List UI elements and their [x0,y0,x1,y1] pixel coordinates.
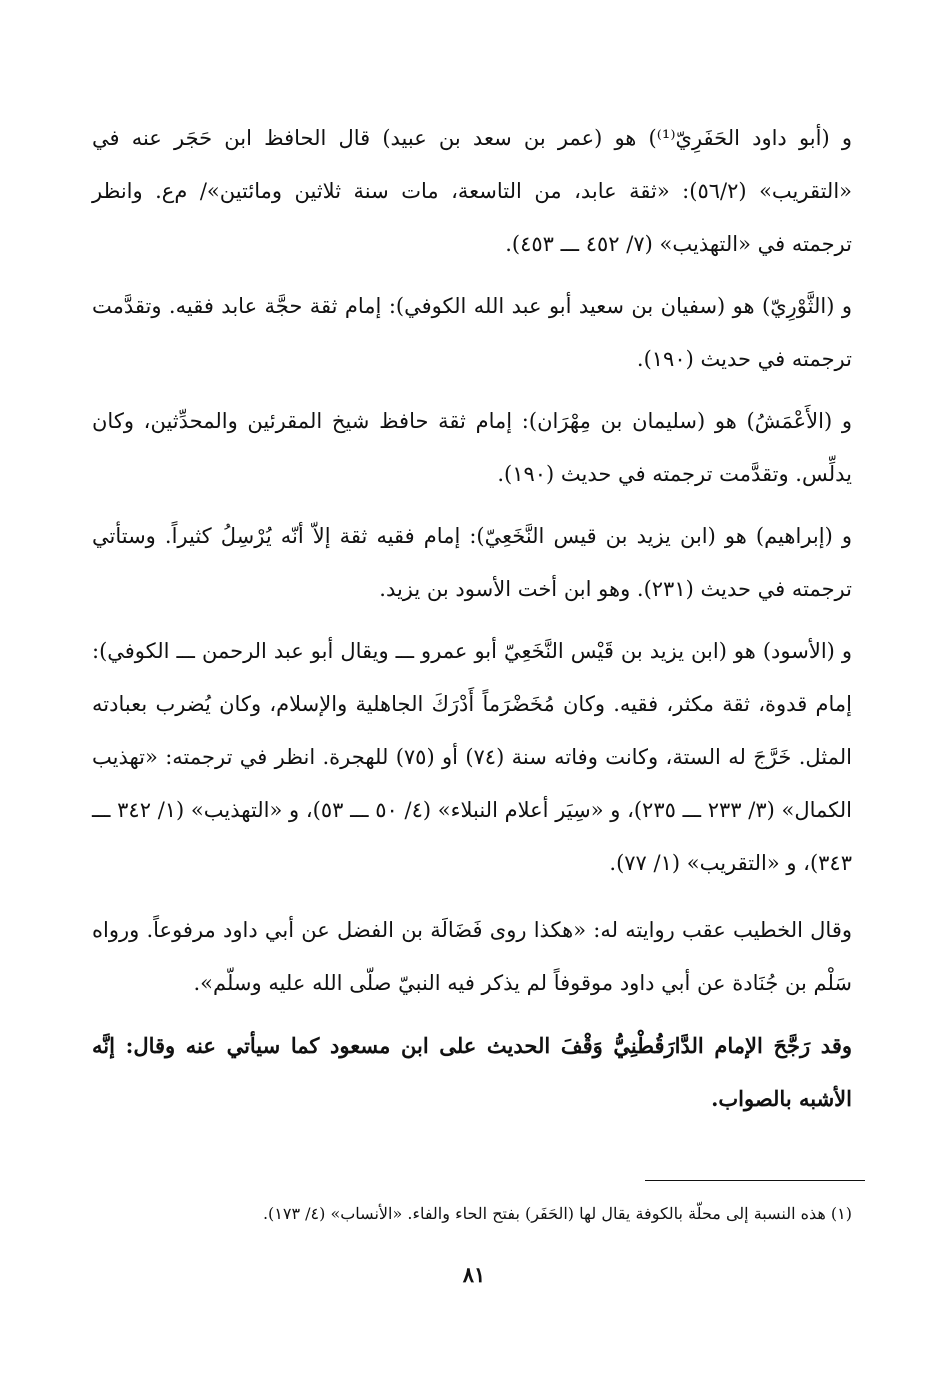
footnote-separator [645,1180,865,1181]
paragraph-gap [92,386,852,395]
paragraph-gap [92,1010,852,1019]
footnote: (١) هذه النسبة إلى محلّة بالكوفة يقال لها (الحَفَر) بفتح الحاء والفاء. «الأنساب» (٤/ ١٧٣). [262,1204,852,1223]
page-body [92,112,852,1125]
paragraph-daraqutni: وقد رَجَّحَ الإمام الدَّارَقُطْنِيُّ وَقْفَ الحديث على ابن مسعود كما سيأتي عنه وقال: إنَّه الأشبه بالصواب. [92,1033,852,1111]
paragraph-gap [92,616,852,625]
paragraph-ibrahim: و (إبراهيم) هو (ابن يزيد بن قيس النَّخَعِيّ): إمام فقيه ثقة إلاّ أنّه يُرْسِلُ كثيراً. وستأتي ترجمته في حديث (٢٣١). وهو ابن أخت الأسود بن يزيد. [92,524,852,601]
page-number: ٨١ [462,1262,486,1287]
paragraph-alaswad: و (الأسود) هو (ابن يزيد بن قَيْس النَّخَعِيّ أبو عمرو ـــ ويقال أبو عبد الرحمن ـــ الكوفي): إمام قدوة، ثقة مكثر، فقيه. وكان مُخَضْرَماً أَدْرَكَ الجاهلية والإسلام، وكان يُضرب بعبادته المثل. خَرَّجَ له الستة، وكانت وفاته سنة (٧٤) أو (٧٥) للهجرة. انظر في ترجمته: «تهذيب الكمال» (٣/ ٢٣٣ ـــ ٢٣٥)، و «سِيَر أعلام النبلاء» (٤/ ٥٠ ـــ ٥٣)، و «التهذيب» (١/ ٣٤٢ ـــ ٣٤٣)، و «التقريب» (١/ ٧٧). [92,639,852,875]
paragraph-gap [92,271,852,280]
paragraph-gap [92,501,852,510]
paragraph-althawri: و (الثَّوْرِيّ) هو (سفيان بن سعيد أبو عبد الله الكوفي): إمام ثقة حجَّة عابد فقيه. وتقدَّمت ترجمته في حديث (١٩٠). [92,294,852,371]
paragraph-gap [92,890,852,904]
paragraph-alamash: و (الأَعْمَشُ) هو (سليمان بن مِهْرَان): إمام ثقة حافظ شيخ المقرئين والمحدِّثين، وكان يدلِّس. وتقدَّمت ترجمته في حديث (١٩٠). [92,409,852,486]
paragraph-alkhatib: وقال الخطيب عقب روايته له: «هكذا روى فَضَالَة بن الفضل عن أبي داود مرفوعاً. ورواه سَلْم بن جُنَادة عن أبي داود موقوفاً لم يذكر فيه النبيّ صلّى الله عليه وسلّم». [92,918,852,995]
paragraph-abu-dawud-alhafari: و (أبو داود الحَفَرِيّ⁽¹⁾) هو (عمر بن سعد بن عبيد) قال الحافظ ابن حَجَر عنه في «التقريب» (٥٦/٢): «ثقة عابد، من التاسعة، مات سنة ثلاثين ومائتين»/ م‌ع. وانظر ترجمته في «التهذيب» (٧/ ٤٥٢ ـــ ٤٥٣). [92,126,853,256]
